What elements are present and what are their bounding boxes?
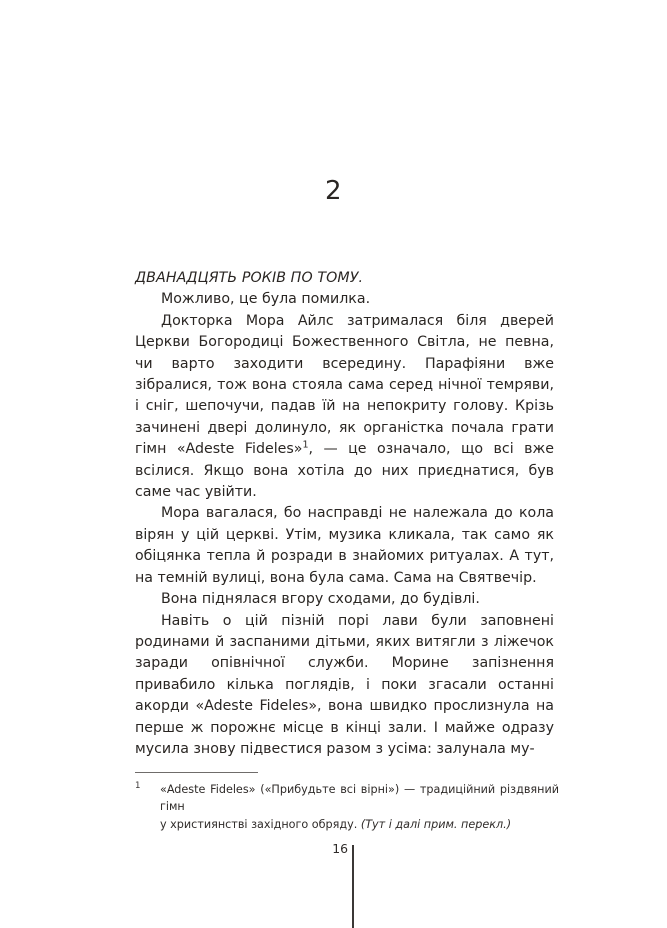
page-number: 16 <box>332 841 348 856</box>
epigraph-line: ДВАНАДЦЯТЬ РОКІВ ПО ТОМУ. <box>135 270 364 286</box>
paragraph-1: Можливо, це була помилка. <box>161 291 371 308</box>
chapter-number: 2 <box>324 176 343 206</box>
footnote-block <box>135 772 559 851</box>
paragraph-2-text-before-note: Докторка Мора Айлс затрималася біля дверей Церкви Богородиці Божественного Світла, не певна, чи варто заходити всередину. Парафіяни вже зібралися, тож вона стояла сама серед нічної темряви, і сніг, шепочучи, падав їй на непокриту голову. Крізь зачинені двері долинуло, як органістка почала грати гімн «Adeste Fideles» <box>135 312 554 458</box>
paragraph-2 <box>135 311 554 504</box>
footnote-translator-note: (Тут і далі прим. перекл.) <box>360 817 512 831</box>
footnote-text-line1: «Adeste Fideles» («Прибудьте всі вірні») — традиційний різдвяний гімн <box>160 783 559 814</box>
footnote-reference-1[interactable]: 1 <box>302 439 309 451</box>
footnote-text-line2-plain: у християнстві західного обряду. <box>160 817 361 831</box>
paragraph-3: Мора вагалася, бо насправді не належала до кола вірян у цій церкві. Утім, музика кликала, так само як обіцянка тепла й розради в знайомих ритуалах. А тут, на темній вулиці, вона була сама. Сама на Святвечір. <box>135 505 554 586</box>
paragraph-4: Вона піднялася вгору сходами, до будівлі. <box>161 591 480 608</box>
paragraph-5: Навіть о цій пізній порі лави були заповнені родинами й заспаними дітьми, яких витягли з ліжечок заради опівнічної служби. Морине запізнення привабило кілька поглядів, і поки згасали останні акорди «Adeste Fideles», вона швидко прослизнула на перше ж порожнє місце в кінці зали. І майже одразу мусила знову підвестися разом з усіма: залунала му- <box>135 612 554 757</box>
footnote-marker-1: 1 <box>135 781 141 791</box>
text-column <box>135 268 554 760</box>
footnote-separator-rule <box>135 772 258 773</box>
footnote-text-line2 <box>160 816 559 833</box>
paragraph-2-text-after-note: , — це означало, що всі вже всілися. Якщо вона хотіла до них приєднатися, був саме час увійти. <box>135 441 554 501</box>
binding-mark-line <box>352 845 354 928</box>
